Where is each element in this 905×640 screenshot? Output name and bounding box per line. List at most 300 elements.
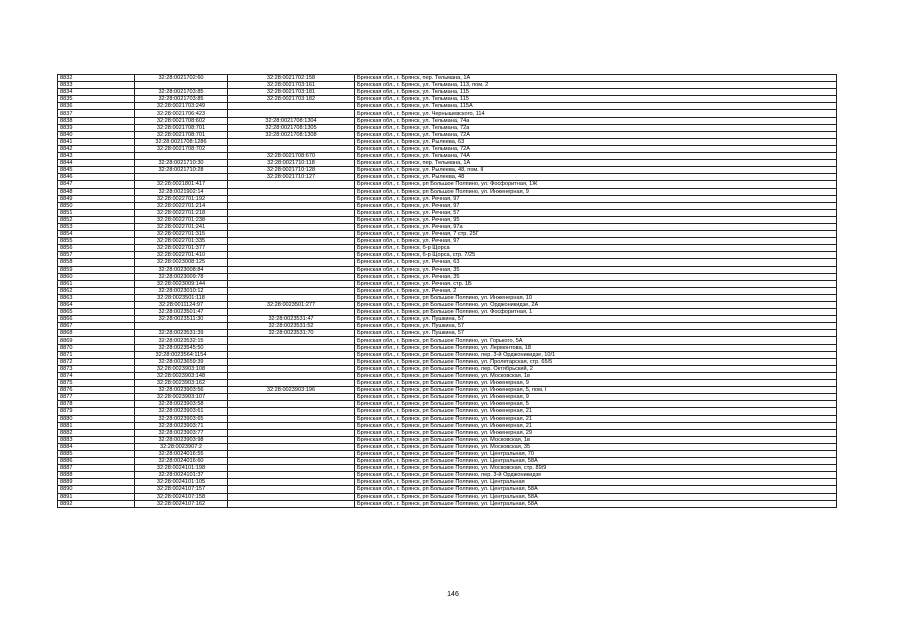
register-table-body <box>58 75 837 508</box>
land-plot-cadastral-cell: 32:28:0022701:238 <box>135 216 228 223</box>
table-row <box>58 294 837 301</box>
building-cadastral-cell <box>228 287 355 294</box>
address-cell: Брянская обл., г. Брянск, рп Большое Полпино, ул. Центральная, 58А <box>355 493 837 500</box>
land-plot-cadastral-cell: 32:28:0024016:60 <box>135 458 228 465</box>
row-number-cell: 8880 <box>58 415 135 422</box>
table-row <box>58 500 837 507</box>
building-cadastral-cell: 32:28:0021710:127 <box>228 174 355 181</box>
address-cell: Брянская обл., г. Брянск, рп Большое Полпино, ул. Инженерная, 21 <box>355 422 837 429</box>
row-number-cell: 8843 <box>58 153 135 160</box>
address-cell: Брянская обл., г. Брянск, ул. Речная, 97 <box>355 238 837 245</box>
table-row <box>58 365 837 372</box>
address-cell: Брянская обл., г. Брянск, б-р Щорса, стр. 7/25 <box>355 252 837 259</box>
row-number-cell: 8844 <box>58 160 135 167</box>
table-row <box>58 280 837 287</box>
address-cell: Брянская обл., г. Брянск, ул. Речная, 2 <box>355 287 837 294</box>
address-cell: Брянская обл., г. Брянск, ул. Пушкина, 57 <box>355 330 837 337</box>
land-plot-cadastral-cell: 32:28:0022701:410 <box>135 252 228 259</box>
building-cadastral-cell <box>228 479 355 486</box>
row-number-cell: 8878 <box>58 401 135 408</box>
land-plot-cadastral-cell: 32:28:0022701:335 <box>135 238 228 245</box>
row-number-cell: 8833 <box>58 82 135 89</box>
building-cadastral-cell <box>228 358 355 365</box>
building-cadastral-cell <box>228 195 355 202</box>
row-number-cell: 8842 <box>58 145 135 152</box>
table-row <box>58 429 837 436</box>
address-cell: Брянская обл., г. Брянск, рп Большое Полпино, ул. Горького, 5А <box>355 337 837 344</box>
land-plot-cadastral-cell: 32:28:0023009:144 <box>135 280 228 287</box>
land-plot-cadastral-cell: 32:28:0023903:58 <box>135 401 228 408</box>
row-number-cell: 8860 <box>58 273 135 280</box>
row-number-cell: 8848 <box>58 188 135 195</box>
address-cell: Брянская обл., г. Брянск, ул. Рылеева, 48 <box>355 174 837 181</box>
row-number-cell: 8876 <box>58 387 135 394</box>
building-cadastral-cell <box>228 259 355 266</box>
land-plot-cadastral-cell: 32:28:0022701:241 <box>135 223 228 230</box>
address-cell: Брянская обл., г. Брянск, ул. Речная, 97 <box>355 195 837 202</box>
address-cell: Брянская обл., г. Брянск, рп Большое Полпино, ул. Фосфоритная, 1Ж <box>355 181 837 188</box>
land-plot-cadastral-cell: 32:28:0023010:12 <box>135 287 228 294</box>
building-cadastral-cell <box>228 443 355 450</box>
land-plot-cadastral-cell: 32:28:0024101:198 <box>135 465 228 472</box>
address-cell: Брянская обл., г. Брянск, рп Большое Полпино, ул. Лермонтова, 18 <box>355 344 837 351</box>
row-number-cell: 8874 <box>58 372 135 379</box>
table-row <box>58 372 837 379</box>
building-cadastral-cell <box>228 181 355 188</box>
building-cadastral-cell <box>228 486 355 493</box>
building-cadastral-cell <box>228 145 355 152</box>
building-cadastral-cell <box>228 209 355 216</box>
address-cell: Брянская обл., г. Брянск, рп Большое Полпино, ул. Инженерная, 21 <box>355 415 837 422</box>
table-row <box>58 103 837 110</box>
row-number-cell: 8887 <box>58 465 135 472</box>
building-cadastral-cell <box>228 252 355 259</box>
building-cadastral-cell <box>228 436 355 443</box>
land-plot-cadastral-cell: 32:28:0024101:37 <box>135 472 228 479</box>
row-number-cell: 8858 <box>58 259 135 266</box>
row-number-cell: 8864 <box>58 302 135 309</box>
table-row <box>58 380 837 387</box>
table-row <box>58 259 837 266</box>
row-number-cell: 8834 <box>58 89 135 96</box>
table-row <box>58 337 837 344</box>
land-plot-cadastral-cell: 32:28:0024107:162 <box>135 500 228 507</box>
address-cell: Брянская обл., г. Брянск, ул. Речная, 97 <box>355 202 837 209</box>
building-cadastral-cell: 32:28:0023903:196 <box>228 387 355 394</box>
table-row <box>58 145 837 152</box>
land-plot-cadastral-cell: 32:28:0022701:192 <box>135 195 228 202</box>
table-row <box>58 138 837 145</box>
building-cadastral-cell <box>228 365 355 372</box>
table-row <box>58 309 837 316</box>
building-cadastral-cell <box>228 266 355 273</box>
row-number-cell: 8888 <box>58 472 135 479</box>
building-cadastral-cell: 32:28:0023501:277 <box>228 302 355 309</box>
row-number-cell: 8857 <box>58 252 135 259</box>
address-cell: Брянская обл., г. Брянск, рп Большое Полпино, ул. Орджоникидзе, 2А <box>355 302 837 309</box>
building-cadastral-cell <box>228 401 355 408</box>
table-row <box>58 202 837 209</box>
row-number-cell: 8836 <box>58 103 135 110</box>
land-plot-cadastral-cell: 32:28:0023903:65 <box>135 415 228 422</box>
land-plot-cadastral-cell: 32:28:0024107:158 <box>135 493 228 500</box>
row-number-cell: 8871 <box>58 351 135 358</box>
address-cell: Брянская обл., г. Брянск, ул. Речная, 97а <box>355 223 837 230</box>
row-number-cell: 8832 <box>58 75 135 82</box>
building-cadastral-cell: 32:28:0021708:670 <box>228 153 355 160</box>
table-row <box>58 181 837 188</box>
address-cell: Брянская обл., г. Брянск, рп Большое Полпино, пер. Октябрьский, 2 <box>355 365 837 372</box>
land-plot-cadastral-cell: 32:28:0023903:77 <box>135 429 228 436</box>
row-number-cell: 8875 <box>58 380 135 387</box>
table-row <box>58 167 837 174</box>
building-cadastral-cell <box>228 110 355 117</box>
table-row <box>58 238 837 245</box>
row-number-cell: 8861 <box>58 280 135 287</box>
building-cadastral-cell <box>228 450 355 457</box>
address-cell: Брянская обл., г. Брянск, рп Большое Полпино, ул. Инженерная, 5 <box>355 401 837 408</box>
land-plot-cadastral-cell: 32:28:0023008:84 <box>135 266 228 273</box>
land-plot-cadastral-cell: 32:28:0021708:702 <box>135 145 228 152</box>
row-number-cell: 8886 <box>58 458 135 465</box>
address-cell: Брянская обл., г. Брянск, рп Большое Полпино, ул. Инженерная, 9 <box>355 380 837 387</box>
land-plot-cadastral-cell: 32:28:0021708:602 <box>135 117 228 124</box>
land-plot-cadastral-cell: 32:28:0023564:1154 <box>135 351 228 358</box>
building-cadastral-cell <box>228 273 355 280</box>
row-number-cell: 8881 <box>58 422 135 429</box>
table-row <box>58 209 837 216</box>
table-row <box>58 358 837 365</box>
building-cadastral-cell <box>228 223 355 230</box>
table-row <box>58 216 837 223</box>
building-cadastral-cell <box>228 429 355 436</box>
land-plot-cadastral-cell: 32:28:0022701:315 <box>135 231 228 238</box>
table-row <box>58 252 837 259</box>
address-cell: Брянская обл., г. Брянск, пер. Тельмана, 1А <box>355 75 837 82</box>
address-cell: Брянская обл., г. Брянск, ул. Речная, 7 стр. 25Г <box>355 231 837 238</box>
table-row <box>58 188 837 195</box>
row-number-cell: 8867 <box>58 323 135 330</box>
row-number-cell: 8863 <box>58 294 135 301</box>
building-cadastral-cell <box>228 294 355 301</box>
table-row <box>58 351 837 358</box>
address-cell: Брянская обл., г. Брянск, ул. Речная, стр. 1Б <box>355 280 837 287</box>
address-cell: Брянская обл., г. Брянск, ул. Тельмана, 74А <box>355 153 837 160</box>
row-number-cell: 8882 <box>58 429 135 436</box>
building-cadastral-cell <box>228 138 355 145</box>
address-cell: Брянская обл., г. Брянск, ул. Тельмана, 113, пом. 2 <box>355 82 837 89</box>
land-plot-cadastral-cell: 32:28:0023501:47 <box>135 309 228 316</box>
land-plot-cadastral-cell: 32:28:0023545:50 <box>135 344 228 351</box>
address-cell: Брянская обл., г. Брянск, рп Большое Полпино, ул. Московская, 1в <box>355 372 837 379</box>
address-cell: Брянская обл., г. Брянск, рп Большое Полпино, пер. 3-й Орджоникидзе <box>355 472 837 479</box>
row-number-cell: 8839 <box>58 124 135 131</box>
table-row <box>58 450 837 457</box>
building-cadastral-cell <box>228 372 355 379</box>
table-row <box>58 287 837 294</box>
row-number-cell: 8853 <box>58 223 135 230</box>
address-cell: Брянская обл., г. Брянск, ул. Пушкина, 57 <box>355 316 837 323</box>
building-cadastral-cell <box>228 344 355 351</box>
row-number-cell: 8851 <box>58 209 135 216</box>
address-cell: Брянская обл., г. Брянск, рп Большое Полпино, ул. Инженерная, 29 <box>355 429 837 436</box>
building-cadastral-cell <box>228 280 355 287</box>
building-cadastral-cell: 32:28:0021702:158 <box>228 75 355 82</box>
land-plot-cadastral-cell: 32:28:0023907:2 <box>135 443 228 450</box>
building-cadastral-cell: 32:28:0021703:181 <box>228 89 355 96</box>
row-number-cell: 8835 <box>58 96 135 103</box>
building-cadastral-cell: 32:28:0021708:1308 <box>228 131 355 138</box>
address-cell: Брянская обл., г. Брянск, рп Большое Полпино, ул. Фосфоритная, 1 <box>355 309 837 316</box>
land-plot-cadastral-cell: 32:28:0011124:97 <box>135 302 228 309</box>
row-number-cell: 8879 <box>58 408 135 415</box>
row-number-cell: 8841 <box>58 138 135 145</box>
table-row <box>58 89 837 96</box>
land-plot-cadastral-cell: 32:28:0024107:157 <box>135 486 228 493</box>
land-plot-cadastral-cell: 32:28:0021702:60 <box>135 75 228 82</box>
land-plot-cadastral-cell: 32:28:0023903:108 <box>135 365 228 372</box>
table-row <box>58 465 837 472</box>
address-cell: Брянская обл., г. Брянск, рп Большое Полпино, ул. Пролетарская, стр. 65/5 <box>355 358 837 365</box>
address-cell: Брянская обл., г. Брянск, ул. Чернышевского, 114 <box>355 110 837 117</box>
land-plot-cadastral-cell <box>135 323 228 330</box>
building-cadastral-cell <box>228 422 355 429</box>
address-cell: Брянская обл., г. Брянск, ул. Речная, 35 <box>355 266 837 273</box>
row-number-cell: 8891 <box>58 493 135 500</box>
building-cadastral-cell: 32:28:0021703:161 <box>228 82 355 89</box>
address-cell: Брянская обл., г. Брянск, ул. Тельмана, 115 <box>355 89 837 96</box>
building-cadastral-cell <box>228 394 355 401</box>
address-cell: Брянская обл., г. Брянск, рп Большое Полпино, ул. Инженерная, 5, пом. I <box>355 387 837 394</box>
building-cadastral-cell: 32:28:0021710:118 <box>228 160 355 167</box>
table-row <box>58 408 837 415</box>
land-plot-cadastral-cell <box>135 82 228 89</box>
land-plot-cadastral-cell: 32:28:0022701:214 <box>135 202 228 209</box>
table-row <box>58 75 837 82</box>
row-number-cell: 8849 <box>58 195 135 202</box>
land-plot-cadastral-cell: 32:28:0021902:14 <box>135 188 228 195</box>
row-number-cell: 8868 <box>58 330 135 337</box>
row-number-cell: 8890 <box>58 486 135 493</box>
land-plot-cadastral-cell: 32:28:0021703:249 <box>135 103 228 110</box>
land-plot-cadastral-cell: 32:28:0021708:701 <box>135 124 228 131</box>
table-row <box>58 415 837 422</box>
address-cell: Брянская обл., г. Брянск, ул. Тельмана, 72а <box>355 124 837 131</box>
row-number-cell: 8847 <box>58 181 135 188</box>
table-row <box>58 316 837 323</box>
address-cell: Брянская обл., г. Брянск, ул. Тельмана, 115А <box>355 103 837 110</box>
row-number-cell: 8892 <box>58 500 135 507</box>
land-plot-cadastral-cell: 32:28:0021708:701 <box>135 131 228 138</box>
building-cadastral-cell <box>228 216 355 223</box>
row-number-cell: 8862 <box>58 287 135 294</box>
building-cadastral-cell: 32:28:0023531:47 <box>228 316 355 323</box>
address-cell: Брянская обл., г. Брянск, рп Большое Полпино, ул. Центральная, 58А <box>355 486 837 493</box>
address-cell: Брянская обл., г. Брянск, рп Большое Полпино, ул. Инженерная, 9 <box>355 188 837 195</box>
building-cadastral-cell <box>228 238 355 245</box>
row-number-cell: 8889 <box>58 479 135 486</box>
address-cell: Брянская обл., г. Брянск, рп Большое Полпино, пер. 3-й Орджоникидзе, 10/1 <box>355 351 837 358</box>
building-cadastral-cell <box>228 408 355 415</box>
building-cadastral-cell <box>228 472 355 479</box>
land-plot-cadastral-cell: 32:28:0023903:107 <box>135 394 228 401</box>
address-cell: Брянская обл., г. Брянск, б-р Щорса <box>355 245 837 252</box>
address-cell: Брянская обл., г. Брянск, рп Большое Полпино, ул. Московская, 1в <box>355 436 837 443</box>
land-plot-cadastral-cell: 32:28:0021703:85 <box>135 96 228 103</box>
address-cell: Брянская обл., г. Брянск, ул. Рылеева, 63 <box>355 138 837 145</box>
table-row <box>58 117 837 124</box>
row-number-cell: 8883 <box>58 436 135 443</box>
land-plot-cadastral-cell: 32:28:0023008:125 <box>135 259 228 266</box>
address-cell: Брянская обл., г. Брянск, рп Большое Полпино, ул. Московская, стр. 89/9 <box>355 465 837 472</box>
row-number-cell: 8856 <box>58 245 135 252</box>
row-number-cell: 8869 <box>58 337 135 344</box>
row-number-cell: 8884 <box>58 443 135 450</box>
land-plot-cadastral-cell <box>135 174 228 181</box>
land-plot-cadastral-cell: 32:28:0023903:98 <box>135 436 228 443</box>
row-number-cell: 8845 <box>58 167 135 174</box>
building-cadastral-cell <box>228 245 355 252</box>
table-row <box>58 231 837 238</box>
row-number-cell: 8873 <box>58 365 135 372</box>
row-number-cell: 8866 <box>58 316 135 323</box>
building-cadastral-cell: 32:28:0021708:1304 <box>228 117 355 124</box>
table-row <box>58 486 837 493</box>
table-row <box>58 96 837 103</box>
table-row <box>58 266 837 273</box>
row-number-cell: 8855 <box>58 238 135 245</box>
row-number-cell: 8854 <box>58 231 135 238</box>
address-cell: Брянская обл., г. Брянск, ул. Тельмана, 115 <box>355 96 837 103</box>
table-row <box>58 436 837 443</box>
land-plot-cadastral-cell: 32:28:0021703:85 <box>135 89 228 96</box>
address-cell: Брянская обл., г. Брянск, пер. Тельмана, 1А <box>355 160 837 167</box>
address-cell: Брянская обл., г. Брянск, рп Большое Полпино, ул. Инженерная, 21 <box>355 408 837 415</box>
address-cell: Брянская обл., г. Брянск, рп Большое Полпино, ул. Центральная, 58А <box>355 500 837 507</box>
land-plot-cadastral-cell: 32:28:0023903:61 <box>135 408 228 415</box>
row-number-cell: 8846 <box>58 174 135 181</box>
address-cell: Брянская обл., г. Брянск, рп Большое Полпино, ул. Центральная, 58А <box>355 458 837 465</box>
page-number: 146 <box>447 591 459 598</box>
address-cell: Брянская обл., г. Брянск, рп Большое Полпино, ул. Центральная, 70 <box>355 450 837 457</box>
land-plot-cadastral-cell: 32:28:0022701:377 <box>135 245 228 252</box>
register-sheet <box>57 74 837 508</box>
land-plot-cadastral-cell: 32:28:0021708:1286 <box>135 138 228 145</box>
land-plot-cadastral-cell: 32:28:0023903:71 <box>135 422 228 429</box>
table-row <box>58 387 837 394</box>
table-row <box>58 479 837 486</box>
land-plot-cadastral-cell: 32:28:0023903:162 <box>135 380 228 387</box>
table-row <box>58 110 837 117</box>
land-plot-cadastral-cell: 32:28:0023903:56 <box>135 387 228 394</box>
land-plot-cadastral-cell: 32:28:0023903:148 <box>135 372 228 379</box>
table-row <box>58 302 837 309</box>
land-plot-cadastral-cell: 32:28:0021801:417 <box>135 181 228 188</box>
building-cadastral-cell <box>228 103 355 110</box>
table-row <box>58 273 837 280</box>
building-cadastral-cell <box>228 188 355 195</box>
building-cadastral-cell <box>228 493 355 500</box>
land-plot-cadastral-cell: 32:28:0023659:39 <box>135 358 228 365</box>
building-cadastral-cell: 32:28:0021708:1305 <box>228 124 355 131</box>
row-number-cell: 8840 <box>58 131 135 138</box>
address-cell: Брянская обл., г. Брянск, ул. Речная, 95 <box>355 216 837 223</box>
building-cadastral-cell: 32:28:0023531:52 <box>228 323 355 330</box>
row-number-cell: 8852 <box>58 216 135 223</box>
building-cadastral-cell <box>228 458 355 465</box>
building-cadastral-cell <box>228 380 355 387</box>
building-cadastral-cell <box>228 351 355 358</box>
address-cell: Брянская обл., г. Брянск, ул. Тельмана, 74а <box>355 117 837 124</box>
building-cadastral-cell <box>228 337 355 344</box>
table-row <box>58 195 837 202</box>
land-plot-cadastral-cell: 32:28:0023501:118 <box>135 294 228 301</box>
address-cell: Брянская обл., г. Брянск, рп Большое Полпино, ул. Инженерная, 10 <box>355 294 837 301</box>
table-row <box>58 223 837 230</box>
land-plot-cadastral-cell: 32:28:0022701:218 <box>135 209 228 216</box>
table-row <box>58 153 837 160</box>
address-cell: Брянская обл., г. Брянск, ул. Пушкина, 57 <box>355 323 837 330</box>
land-plot-cadastral-cell: 32:28:0024016:55 <box>135 450 228 457</box>
building-cadastral-cell <box>228 309 355 316</box>
table-row <box>58 472 837 479</box>
row-number-cell: 8859 <box>58 266 135 273</box>
land-plot-cadastral-cell: 32:28:0023531:39 <box>135 330 228 337</box>
cadastral-register-table <box>57 74 837 508</box>
building-cadastral-cell: 32:28:0021703:182 <box>228 96 355 103</box>
table-row <box>58 394 837 401</box>
address-cell: Брянская обл., г. Брянск, рп Большое Полпино, ул. Центральная <box>355 479 837 486</box>
address-cell: Брянская обл., г. Брянск, ул. Тельмана, 72А <box>355 145 837 152</box>
land-plot-cadastral-cell: 32:28:0021710:30 <box>135 160 228 167</box>
building-cadastral-cell <box>228 231 355 238</box>
table-row <box>58 330 837 337</box>
row-number-cell: 8877 <box>58 394 135 401</box>
address-cell: Брянская обл., г. Брянск, ул. Тельмана, 72А <box>355 131 837 138</box>
address-cell: Брянская обл., г. Брянск, рп Большое Полпино, ул. Инженерная, 9 <box>355 394 837 401</box>
address-cell: Брянская обл., г. Брянск, ул. Речная, 63 <box>355 259 837 266</box>
address-cell: Брянская обл., г. Брянск, ул. Речная, 57 <box>355 209 837 216</box>
row-number-cell: 8850 <box>58 202 135 209</box>
building-cadastral-cell <box>228 465 355 472</box>
table-row <box>58 344 837 351</box>
building-cadastral-cell <box>228 500 355 507</box>
table-row <box>58 160 837 167</box>
table-row <box>58 443 837 450</box>
building-cadastral-cell <box>228 202 355 209</box>
land-plot-cadastral-cell <box>135 153 228 160</box>
row-number-cell: 8837 <box>58 110 135 117</box>
address-cell: Брянская обл., г. Брянск, рп Большое Полпино, ул. Московская, 35 <box>355 443 837 450</box>
land-plot-cadastral-cell: 32:28:0024101:105 <box>135 479 228 486</box>
table-row <box>58 422 837 429</box>
table-row <box>58 401 837 408</box>
row-number-cell: 8838 <box>58 117 135 124</box>
building-cadastral-cell: 32:28:0023531:70 <box>228 330 355 337</box>
land-plot-cadastral-cell: 32:28:0021706:423 <box>135 110 228 117</box>
table-row <box>58 493 837 500</box>
building-cadastral-cell <box>228 415 355 422</box>
row-number-cell: 8870 <box>58 344 135 351</box>
row-number-cell: 8865 <box>58 309 135 316</box>
address-cell: Брянская обл., г. Брянск, ул. Рылеева, 48, пом. II <box>355 167 837 174</box>
address-cell: Брянская обл., г. Брянск, ул. Речная, 35 <box>355 273 837 280</box>
land-plot-cadastral-cell: 32:28:0023009:78 <box>135 273 228 280</box>
table-row <box>58 131 837 138</box>
table-row <box>58 245 837 252</box>
building-cadastral-cell: 32:28:0021710:128 <box>228 167 355 174</box>
land-plot-cadastral-cell: 32:28:0023511:30 <box>135 316 228 323</box>
